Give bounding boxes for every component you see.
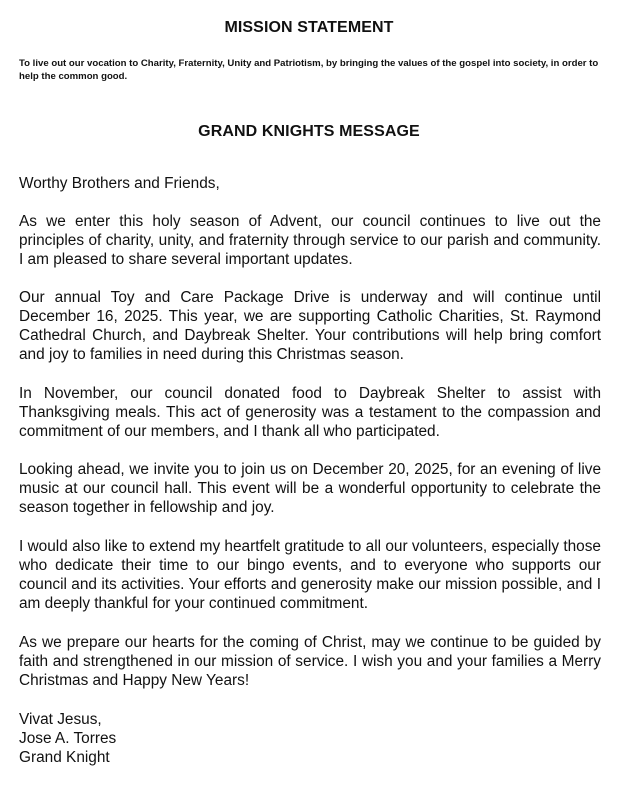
signer-title: Grand Knight [19, 749, 110, 766]
message-paragraph-gratitude: I would also like to extend my heartfelt gratitude to all our volunteers, especially those who dedicate their time to our bingo events, and to everyone who supports our council and its activities. Your efforts and generosity make our mission possible, and I am deeply thankful for your continued commitment. [19, 538, 601, 612]
message-paragraph-advent: As we enter this holy season of Advent, our council continues to live out the principles of charity, unity, and fraternity through service to our parish and community. I am pleased to share several important updates. [19, 213, 601, 268]
closing-line: Vivat Jesus, [19, 711, 102, 728]
message-paragraph-live-music: Looking ahead, we invite you to join us on December 20, 2025, for an evening of live music at our council hall. This event will be a wonderful opportunity to celebrate the season together in fellowship and joy. [19, 461, 601, 516]
message-paragraph-christmas-wishes: As we prepare our hearts for the coming of Christ, may we continue to be guided by faith and strengthened in our mission of service. I wish you and your families a Merry Christmas and Happy New Years! [19, 634, 601, 689]
mission-statement-heading: MISSION STATEMENT [224, 19, 394, 36]
message-paragraph-toy-drive: Our annual Toy and Care Package Drive is underway and will continue until December 16, 2025. This year, we are supporting Catholic Charities, St. Raymond Cathedral Church, and Daybreak Shelter. Your contributions will help bring comfort and joy to families in need during this Christmas season. [19, 289, 601, 363]
signer-name: Jose A. Torres [19, 730, 117, 747]
message-paragraph-november-donation: In November, our council donated food to Daybreak Shelter to assist with Thanksgiving meals. This act of generosity was a testament to the compassion and commitment of our members, and I thank all who participated. [19, 385, 601, 440]
grand-knights-message-heading: GRAND KNIGHTS MESSAGE [198, 123, 420, 140]
mission-statement-text: To live out our vocation to Charity, Fraternity, Unity and Patriotism, by bringing the values of the gospel into society, in order to help the common good. [19, 58, 599, 82]
salutation: Worthy Brothers and Friends, [19, 175, 220, 192]
signature-block [19, 710, 601, 767]
